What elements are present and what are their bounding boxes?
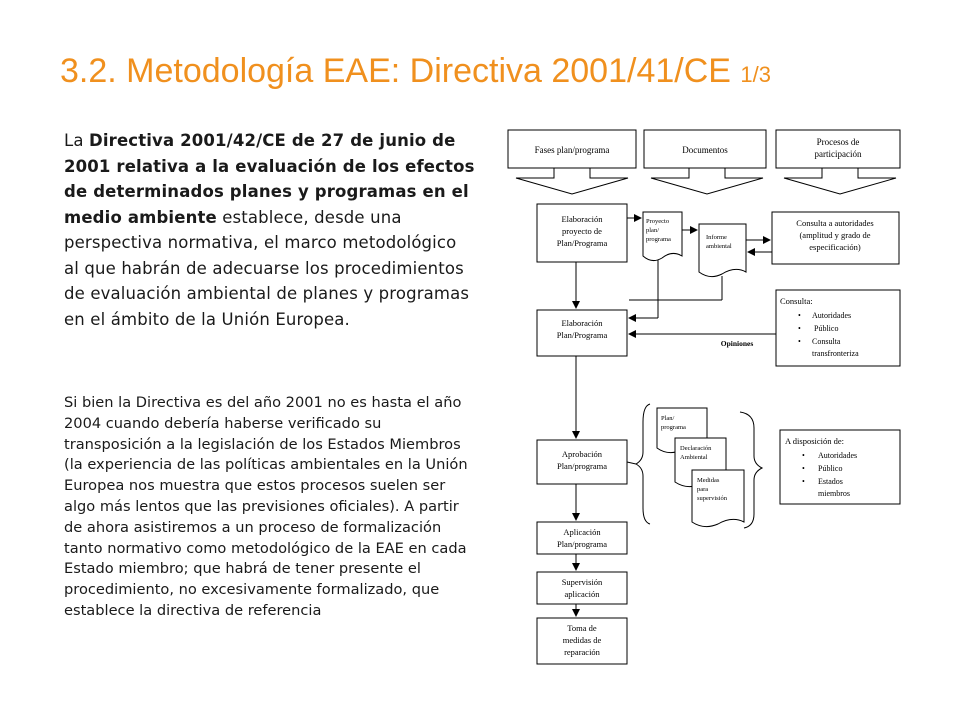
doc-proyecto-line1: Proyecto: [646, 218, 670, 225]
phase2-line2: Plan/Programa: [556, 330, 608, 340]
consulta-item-3: Consulta: [812, 337, 841, 346]
paragraph-intro: [64, 128, 476, 332]
consulta-autoridades-line1: Consulta a autoridades: [796, 218, 874, 228]
header-documentos: Documentos: [682, 145, 728, 155]
intro-lead: La: [64, 131, 89, 150]
doc-declaracion-line2: Ambiental: [680, 454, 708, 461]
header-procesos-line2: participación: [814, 149, 862, 159]
paragraph-transposition: Si bien la Directiva es del año 2001 no es hasta el año 2004 cuando debería haberse verificado su transposición a la legislación de los Estados Miembros (la experiencia de las políticas ambientales en la Unión Europea nos muestra que estos procesos suelen ser algo más lentos que las previsiones oficiales). A partir de ahora asistiremos a un proceso de formalización tanto normativo como metodológico de la EAE en cada Estado miembro; que habrá de tener presente el procedimiento, no excesivamente formalizado, que establece la directiva de referencia: [64, 394, 468, 619]
consulta-item-3b: transfronteriza: [812, 349, 859, 358]
title-page-number: 1/3: [740, 62, 771, 87]
disposicion-title: A disposición de:: [785, 436, 845, 446]
disposicion-bullet-1: •: [802, 451, 805, 460]
header-arrow-fases: [516, 168, 628, 194]
disposicion-item-1: Autoridades: [818, 451, 858, 460]
phase5-line2: aplicación: [564, 589, 600, 599]
consulta-bullet-1: •: [798, 311, 801, 320]
phase1-line3: Plan/Programa: [556, 238, 608, 248]
disposicion-item-3b: miembros: [818, 489, 850, 498]
doc-proyecto-line2: plan/: [646, 227, 659, 234]
doc-medidas-line1: Medidas: [697, 477, 720, 484]
doc-proyecto-line3: programa: [646, 236, 671, 243]
disposicion-bullet-3: •: [802, 477, 805, 486]
consulta-bullet-3: •: [798, 337, 801, 346]
phase6-line2: medidas de: [562, 635, 602, 645]
consulta-item-2: Público: [814, 324, 839, 333]
intro-rest: establece, desde una perspectiva normativa, el marco metodológico al que habrán de adecuarse los procedimientos de evaluación ambiental de planes y programas en el ámbito de la Unión Europea.: [64, 207, 470, 329]
header-fases: Fases plan/programa: [534, 145, 610, 155]
disposicion-item-3: Estados: [818, 477, 843, 486]
disposicion-bullet-2: •: [802, 464, 805, 473]
phase2-line1: Elaboración: [561, 318, 603, 328]
phase4-line2: Plan/programa: [556, 539, 608, 549]
phase6-line3: reparación: [564, 647, 600, 657]
intro-bold: Directiva 2001/42/CE de 27 de junio de 2001 relativa a la evaluación de los efectos de determinados planes y programas en el medio ambiente: [64, 131, 475, 227]
phase3-line2: Plan/programa: [556, 461, 608, 471]
phase1-line2: proyecto de: [562, 226, 602, 236]
slide-title: [60, 52, 920, 91]
consulta-title: Consulta:: [780, 296, 813, 306]
disposicion-item-2: Público: [818, 464, 843, 473]
consulta-bullet-2: •: [798, 324, 801, 333]
phase6-line1: Toma de: [567, 623, 597, 633]
doc-informe-line1: Informe: [706, 234, 727, 241]
doc-informe-shape: [699, 224, 746, 277]
doc-informe-line2: ambiental: [706, 243, 732, 250]
title-text: 3.2. Metodología EAE: Directiva 2001/41/CE: [60, 52, 731, 90]
doc-plan-line1: Plan/: [661, 415, 675, 422]
phase4-line1: Aplicación: [563, 527, 601, 537]
header-arrow-documentos: [651, 168, 763, 194]
consulta-autoridades-line2: (amplitud y grado de: [799, 230, 871, 240]
header-procesos-line1: Procesos de: [816, 137, 860, 147]
phase5-line1: Supervisión: [561, 577, 603, 587]
consulta-item-1: Autoridades: [812, 311, 852, 320]
phase3-line1: Aprobación: [561, 449, 603, 459]
eae-process-diagram: [500, 122, 920, 682]
doc-medidas-line2: para: [697, 486, 709, 493]
doc-plan-line2: programa: [661, 424, 686, 431]
doc-declaracion-line1: Declaración: [680, 445, 712, 452]
consulta-autoridades-line3: especificación): [809, 242, 861, 252]
header-arrow-participacion: [784, 168, 896, 194]
opiniones-label: Opiniones: [720, 339, 754, 348]
doc-medidas-line3: supervisión: [697, 495, 727, 502]
phase1-line1: Elaboración: [561, 214, 603, 224]
